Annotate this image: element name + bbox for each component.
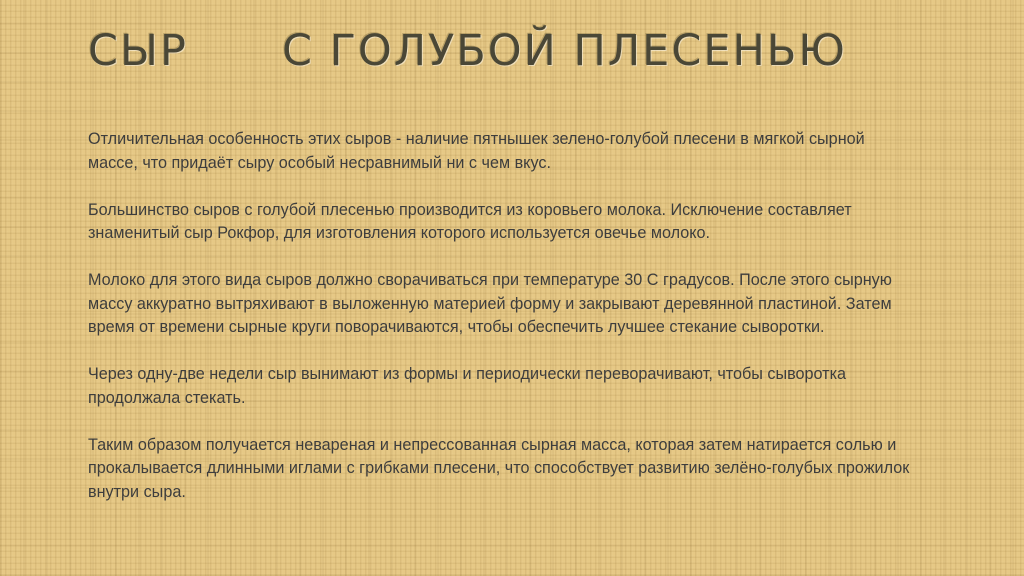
paragraph-5: Таким образом получается невареная и непрессованная сырная масса, которая затем натирается солью и прокалывается длинными иглами с грибками плесени, что способствует развитию зелёно-голубых прожилок внутри сыра. (88, 435, 910, 501)
paragraph-4: Через одну-две недели сыр вынимают из формы и периодически переворачивают, чтобы сыворотка продолжала стекать. (88, 365, 847, 407)
paragraph-2: Большинство сыров с голубой плесенью производится из коровьего молока. Исключение составляет знаменитый сыр Рокфор, для изготовления которого используется овечье молоко. (88, 200, 852, 242)
slide-body (88, 128, 918, 504)
title-part-1: СЫР (88, 26, 188, 76)
title-part-2: С ГОЛУБОЙ ПЛЕСЕНЬЮ (282, 26, 847, 76)
paragraph-1: Отличительная особенность этих сыров - наличие пятнышек зелено-голубой плесени в мягкой сырной массе, что придаёт сыру особый несравнимый ни с чем вкус. (88, 130, 865, 172)
slide-title (88, 26, 988, 86)
paragraph-3: Молоко для этого вида сыров должно сворачиваться при температуре 30 С градусов. После этого сырную массу аккуратно вытряхивают в выложенную материей форму и закрывают деревянной пластиной. Затем время от времени сырные круги поворачиваются, чтобы обеспечить лучшее стекание сыворотки. (88, 271, 892, 336)
